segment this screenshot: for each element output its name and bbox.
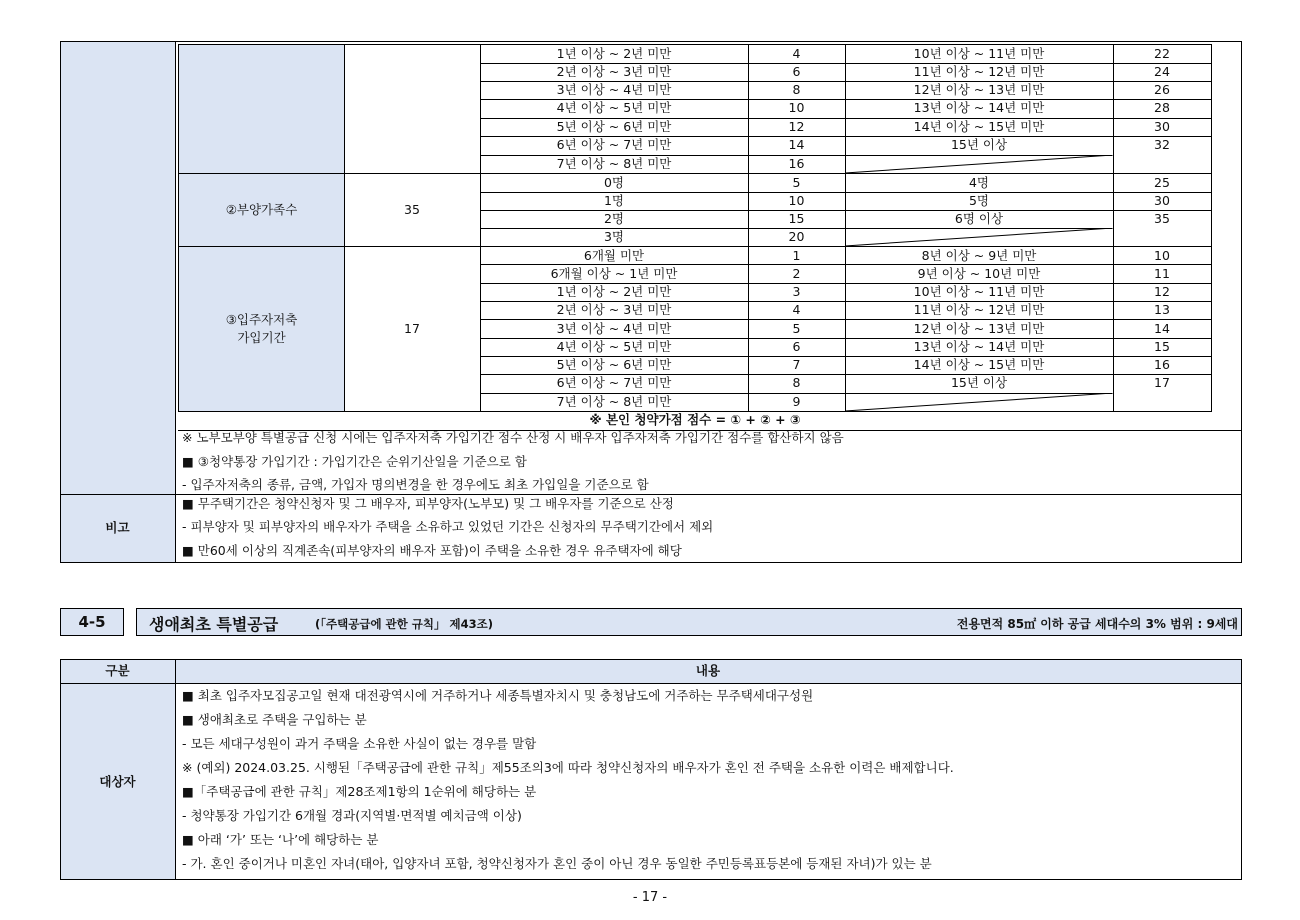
score-cell: 8	[792, 82, 801, 97]
score-cell: 15	[788, 211, 805, 226]
total-score-formula: ※ 본인 청약가점 점수 = ① + ② + ③	[589, 412, 801, 427]
score-cell: 5	[792, 175, 801, 190]
range-cell: 2명	[603, 211, 625, 226]
score-cell: 9	[792, 394, 801, 409]
note-line: - 입주자저축의 종류, 금액, 가입자 명의변경을 한 경우에도 최초 가입일을 기준으로 함	[182, 477, 649, 492]
score-cell: 3	[792, 284, 801, 299]
range-cell: 3년 이상 ~ 4년 미만	[556, 321, 672, 336]
score-cell: 10	[788, 100, 805, 115]
score-cell: 11	[1154, 266, 1170, 281]
range-cell: 6년 이상 ~ 7년 미만	[556, 137, 672, 152]
score-cell: 16	[788, 156, 805, 171]
empty-cell-diagonal	[845, 155, 1113, 174]
content-line: ■「주택공급에 관한 규칙」제28조제1항의 1순위에 해당하는 분	[182, 784, 537, 799]
remark-label: 비고	[105, 520, 130, 535]
range-cell: 8년 이상 ~ 9년 미만	[921, 248, 1037, 263]
score-cell: 30	[1154, 193, 1170, 208]
range-cell: 9년 이상 ~ 10년 미만	[917, 266, 1041, 281]
section-number: 4-5	[60, 608, 124, 636]
note-line: ■ ③청약통장 가입기간 : 가입기간은 순위기산일을 기준으로 함	[182, 454, 527, 469]
range-cell: 11년 이상 ~ 12년 미만	[913, 302, 1045, 317]
score-cell: 8	[792, 375, 801, 390]
range-cell: 3년 이상 ~ 4년 미만	[556, 82, 672, 97]
range-cell: 4명	[968, 175, 990, 190]
range-cell: 1명	[603, 193, 625, 208]
range-cell: 14년 이상 ~ 15년 미만	[913, 119, 1045, 134]
content-line: - 청약통장 가입기간 6개월 경과(지역별·면적별 예치금액 이상)	[182, 808, 522, 823]
score-cell: 32	[1154, 137, 1170, 152]
range-cell: 1년 이상 ~ 2년 미만	[556, 46, 672, 61]
score-cell: 14	[1154, 321, 1170, 336]
range-cell: 12년 이상 ~ 13년 미만	[913, 82, 1045, 97]
note-line: ※ 노부모부양 특별공급 신청 시에는 입주자저축 가입기간 점수 산정 시 배우자 입주자저축 가입기간 점수를 합산하지 않음	[182, 430, 844, 445]
range-cell: 0명	[603, 175, 625, 190]
content-line: ※ (예외) 2024.03.25. 시행된「주택공급에 관한 규칙」제55조의3에 따라 청약신청자의 배우자가 혼인 전 주택을 소유한 이력은 배제합니다.	[182, 760, 954, 775]
range-cell: 2년 이상 ~ 3년 미만	[556, 302, 672, 317]
score-cell: 12	[1154, 284, 1170, 299]
savings-label-line1: ③입주자저축	[225, 312, 298, 327]
content-line: - 모든 세대구성원이 과거 주택을 소유한 사실이 없는 경우를 말함	[182, 736, 537, 751]
section-title-bar	[136, 608, 1242, 636]
range-cell: 5년 이상 ~ 6년 미만	[556, 357, 672, 372]
range-cell: 13년 이상 ~ 14년 미만	[913, 100, 1045, 115]
score-cell: 4	[792, 302, 801, 317]
range-cell: 15년 이상	[950, 375, 1008, 390]
section-subtitle: (「주택공급에 관한 규칙」 제43조)	[315, 617, 493, 631]
row-label-target: 대상자	[99, 774, 136, 789]
range-cell: 7년 이상 ~ 8년 미만	[556, 394, 672, 409]
score-cell: 2	[792, 266, 801, 281]
content-line: ■ 생애최초로 주택을 구입하는 분	[182, 712, 367, 727]
range-cell: 6명 이상	[954, 211, 1004, 226]
score-cell: 4	[792, 46, 801, 61]
score-cell: 35	[1154, 211, 1170, 226]
score-cell: 14	[788, 137, 805, 152]
range-cell: 13년 이상 ~ 14년 미만	[913, 339, 1045, 354]
col-header-category: 구분	[105, 663, 130, 678]
score-cell: 17	[1154, 375, 1170, 390]
range-cell: 5명	[968, 193, 990, 208]
dependents-label: ②부양가족수	[225, 202, 298, 217]
score-cell: 6	[792, 64, 801, 79]
left-label-column	[60, 42, 175, 562]
empty-cell-diagonal	[845, 393, 1113, 412]
content-line: ■ 아래 ‘가’ 또는 ‘나’에 해당하는 분	[182, 832, 379, 847]
score-cell: 5	[792, 321, 801, 336]
range-cell: 4년 이상 ~ 5년 미만	[556, 100, 672, 115]
range-cell: 11년 이상 ~ 12년 미만	[913, 64, 1045, 79]
score-cell: 24	[1154, 64, 1170, 79]
page-number: - 17 -	[632, 890, 668, 905]
score-cell: 13	[1154, 302, 1170, 317]
range-cell: 4년 이상 ~ 5년 미만	[556, 339, 672, 354]
score-cell: 10	[788, 193, 805, 208]
dependents-max-score: 35	[404, 202, 420, 217]
score-cell: 28	[1154, 100, 1170, 115]
savings-label-line2: 가입기간	[237, 330, 286, 345]
content-line: - 가. 혼인 중이거나 미혼인 자녀(태아, 입양자녀 포함, 청약신청자가 혼인 중이 아닌 경우 동일한 주민등록표등본에 등재된 자녀)가 있는 분	[182, 856, 932, 871]
range-cell: 15년 이상	[950, 137, 1008, 152]
range-cell: 12년 이상 ~ 13년 미만	[913, 321, 1045, 336]
empty-cell-diagonal	[845, 228, 1113, 247]
score-cell: 6	[792, 339, 801, 354]
remark-line: - 피부양자 및 피부양자의 배우자가 주택을 소유하고 있었던 기간은 신청자의 무주택기간에서 제외	[182, 519, 714, 534]
content-line: ■ 최초 입주자모집공고일 현재 대전광역시에 거주하거나 세종특별자치시 및 충청남도에 거주하는 무주택세대구성원	[182, 688, 814, 703]
range-cell: 6년 이상 ~ 7년 미만	[556, 375, 672, 390]
range-cell: 10년 이상 ~ 11년 미만	[913, 284, 1045, 299]
score-cell: 25	[1154, 175, 1170, 190]
section-title: 생애최초 특별공급	[149, 615, 279, 634]
range-cell: 14년 이상 ~ 15년 미만	[913, 357, 1045, 372]
score-cell: 20	[788, 229, 805, 244]
range-cell: 2년 이상 ~ 3년 미만	[556, 64, 672, 79]
range-cell: 7년 이상 ~ 8년 미만	[556, 156, 672, 171]
score-cell: 26	[1154, 82, 1170, 97]
score-cell: 15	[1154, 339, 1170, 354]
bullet1-label-cell	[178, 45, 345, 173]
score-cell: 7	[792, 357, 801, 372]
score-cell: 22	[1154, 46, 1170, 61]
range-cell: 6개월 미만	[583, 248, 645, 263]
score-cell: 10	[1154, 248, 1170, 263]
range-cell: 6개월 이상 ~ 1년 미만	[550, 266, 678, 281]
savings-max-score: 17	[404, 321, 420, 336]
range-cell: 10년 이상 ~ 11년 미만	[913, 46, 1045, 61]
section-right-note: 전용면적 85㎡ 이하 공급 세대수의 3% 범위 : 9세대	[956, 617, 1238, 631]
score-cell: 12	[788, 119, 805, 134]
range-cell: 3명	[603, 229, 625, 244]
range-cell: 5년 이상 ~ 6년 미만	[556, 119, 672, 134]
remark-line: ■ 만60세 이상의 직계존속(피부양자의 배우자 포함)이 주택을 소유한 경우 유주택자에 해당	[182, 543, 682, 558]
range-cell: 1년 이상 ~ 2년 미만	[556, 284, 672, 299]
remark-line: ■ 무주택기간은 청약신청자 및 그 배우자, 피부양자(노부모) 및 그 배우자를 기준으로 산정	[182, 496, 674, 511]
score-cell: 16	[1154, 357, 1170, 372]
score-cell: 1	[792, 248, 801, 263]
score-cell: 30	[1154, 119, 1170, 134]
col-header-content: 내용	[695, 663, 721, 678]
